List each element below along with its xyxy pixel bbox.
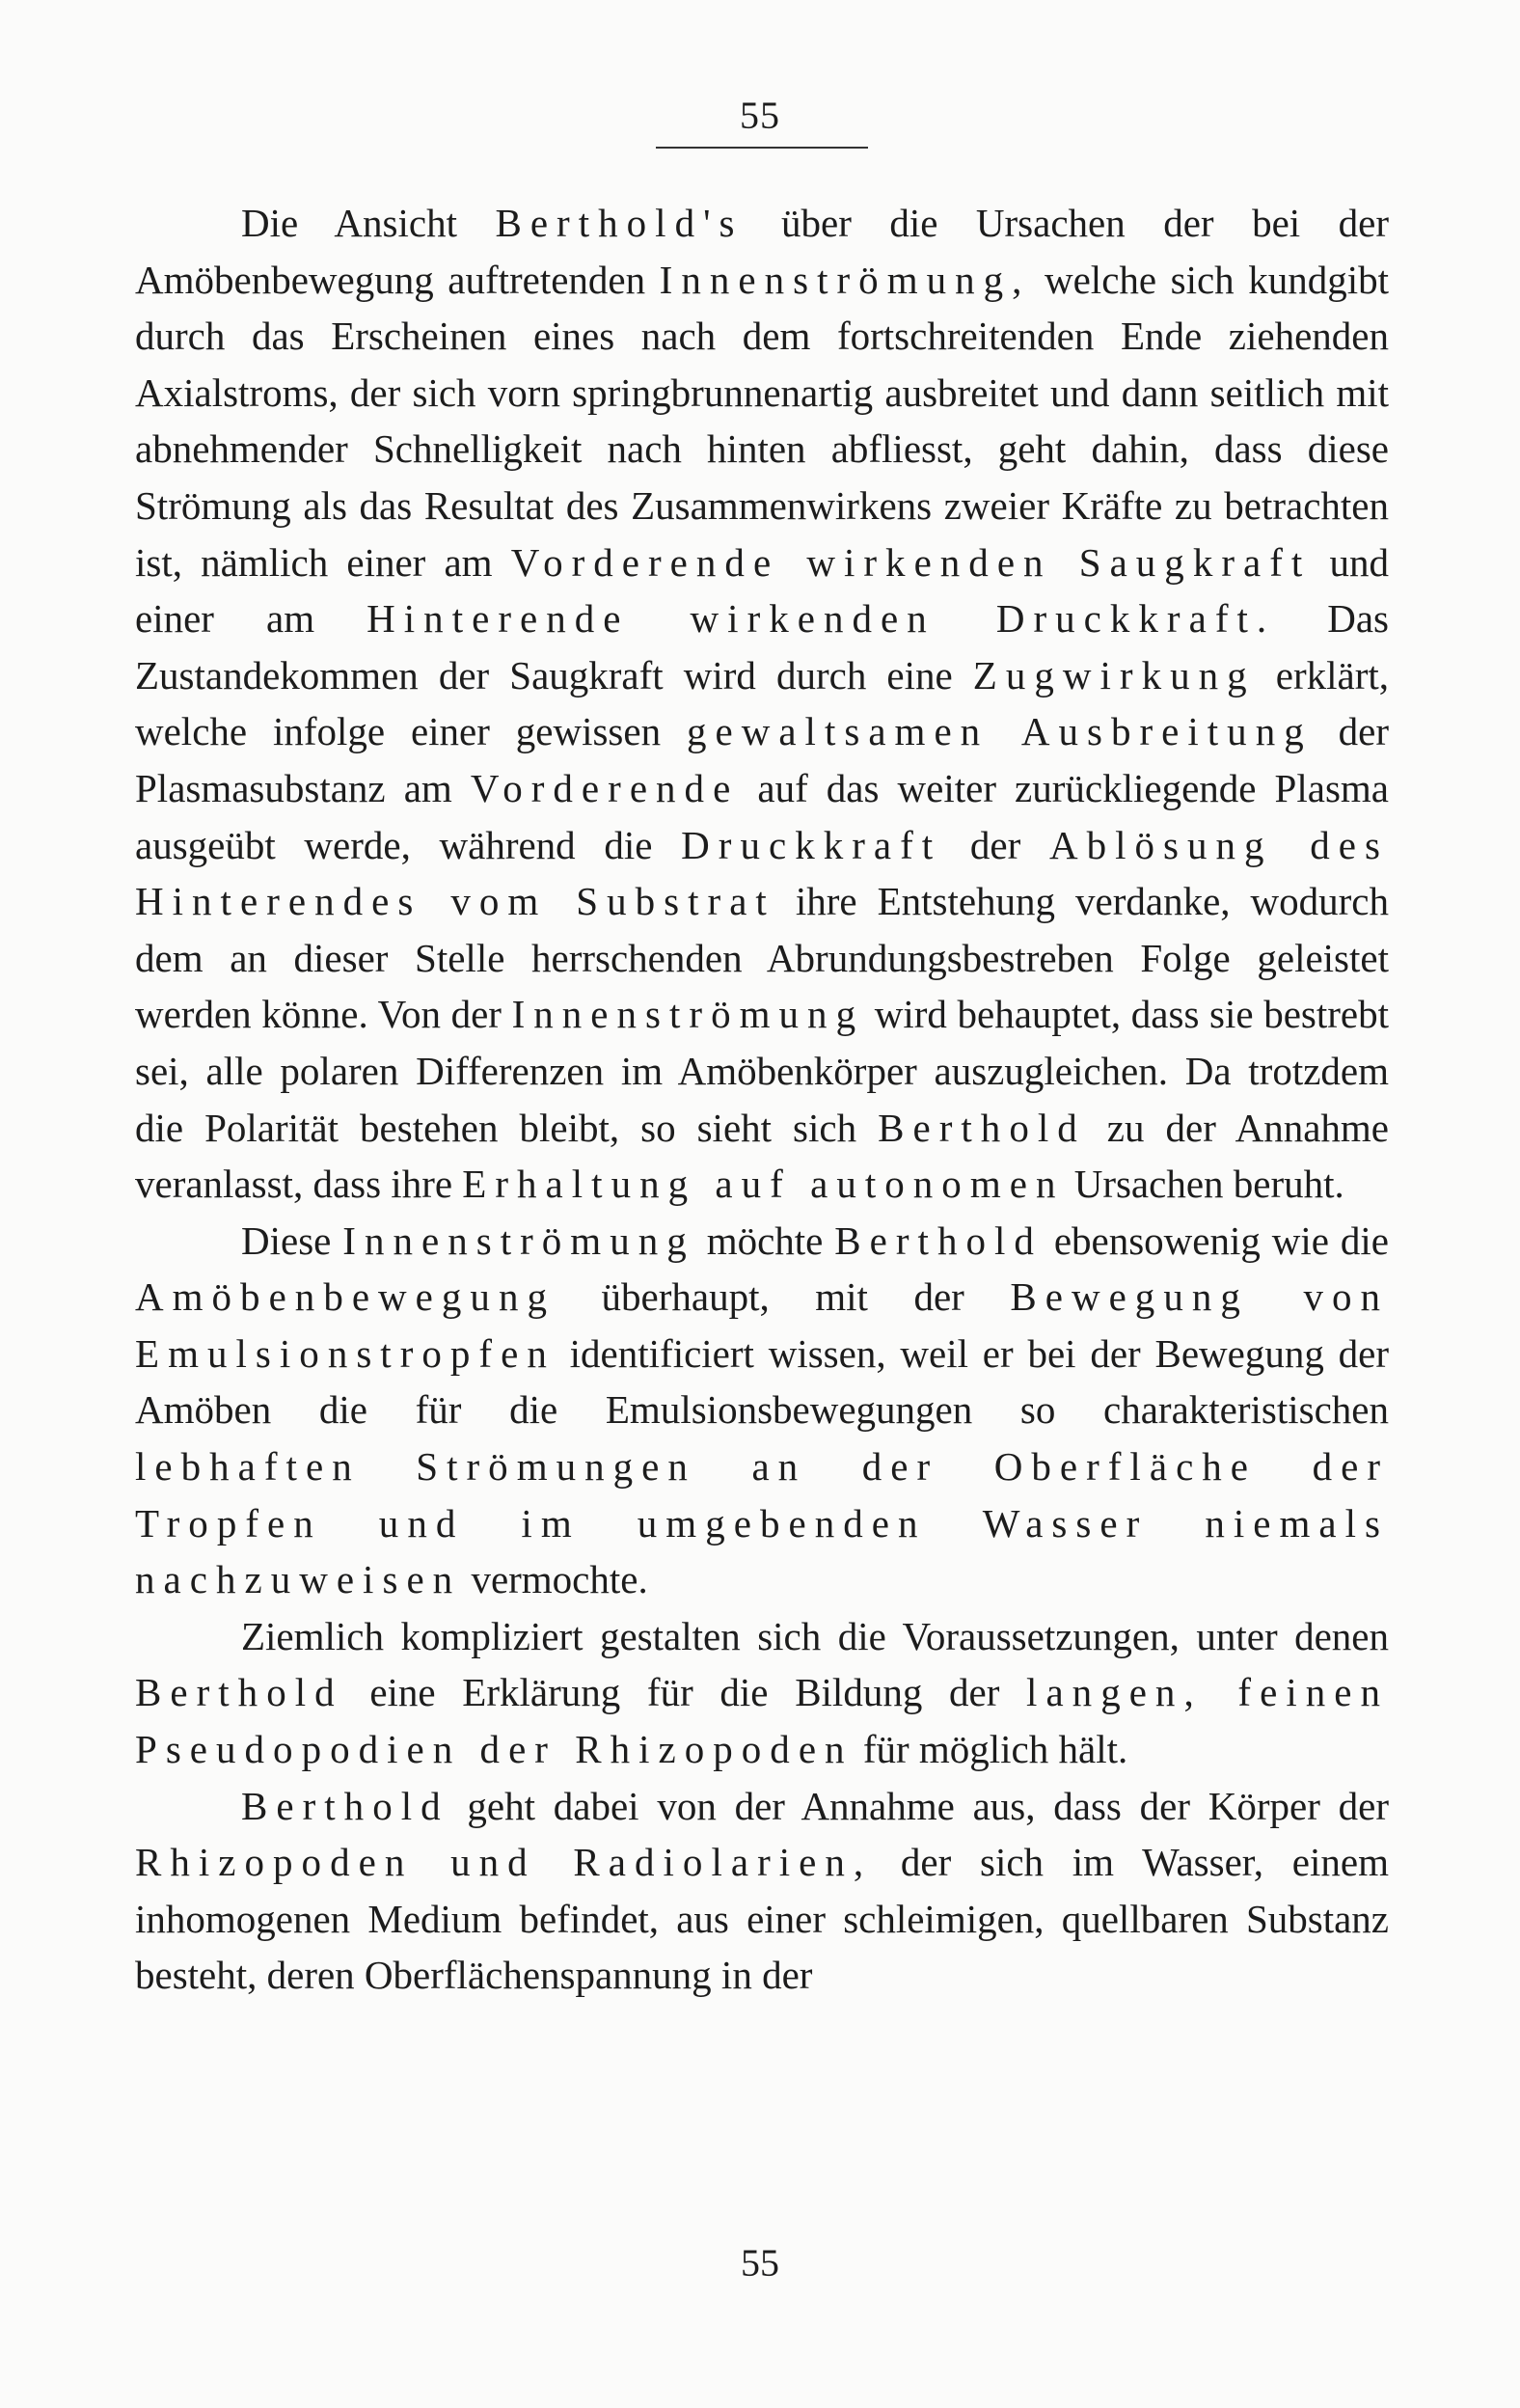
text-run: wird behauptet, dass sie bestrebt sei, alle polaren Differenzen im Amöbenkörper auszugleichen. Da trotzdem die Polarität bestehen bleibt, so sieht sich [135,992,1390,1150]
spaced-emphasis: Innenströmung [342,1218,695,1263]
spaced-emphasis: Berthold [135,1670,343,1715]
paragraph [135,1778,1389,2004]
text-run: der sich im Wasser, einem inhomogenen Medium befindet, aus einer schleimigen, quellbaren Substanz besteht, deren Oberflächenspannung in der [135,1840,1389,1998]
text-run: Diese [241,1218,343,1263]
spaced-emphasis: Druckkraft [681,822,942,867]
text-run: überhaupt, mit der [555,1274,1011,1320]
spaced-emphasis: Ablösung des Hinterendes vom Substrat [135,822,1389,924]
spaced-emphasis: lebhaften Strömungen an der Oberfläche der Tropfen und im umgebenden Wasser niemals nachzuweisen [135,1444,1389,1602]
spaced-emphasis: Berthold [241,1783,449,1828]
page-number-footer: 55 [741,2241,779,2285]
spaced-emphasis: Berthold [834,1218,1043,1263]
text-run: eine Erklärung für die Bildung der [342,1670,1027,1715]
spaced-emphasis: Berthold's [495,201,744,245]
spaced-emphasis: gewaltsamen Ausbreitung [686,709,1313,754]
text-run: und einer am [135,539,1389,642]
text-run: erklärt, welche infolge einer gewissen [135,652,1389,754]
text-run: Ursachen beruht. [1064,1162,1344,1207]
spaced-emphasis: Innenströmung [511,992,865,1037]
spaced-emphasis: langen, feinen Pseudopodien der Rhizopoden [135,1670,1389,1772]
paragraph [135,1213,1389,1608]
paragraph [135,195,1389,1213]
text-run: über die Ursachen der bei der Amöbenbewegung auftretenden [135,201,1389,302]
spaced-emphasis: Vorderende [470,765,740,810]
spaced-emphasis: Berthold [878,1105,1086,1150]
spaced-emphasis: Rhizopoden und Radiolarien, [135,1840,873,1885]
text-run: auf das weiter zurückliegende Plasma ausgeübt werde, während die [135,765,1389,867]
spaced-emphasis: Bewegung von Emulsionstropfen [135,1274,1390,1376]
text-run: möchte [694,1218,835,1263]
text-run: der [941,822,1049,867]
text-run: Das Zustandekommen der Saugkraft wird durch eine [135,596,1390,698]
spaced-emphasis: Vorderende wirkenden Saugkraft [510,539,1312,585]
spaced-emphasis: Zugwirkung [972,652,1256,698]
paragraph [135,1608,1389,1778]
text-run: zu der Annahme veranlasst, dass ihre [135,1105,1389,1207]
text-run: Die Ansicht [241,201,496,245]
text-run: geht dabei von der Annahme aus, dass der Körper der [448,1783,1389,1828]
body-text [135,195,1389,2004]
text-run: Ziemlich kompliziert gestalten sich die Voraussetzungen, unter denen [241,1613,1389,1658]
spaced-emphasis: Innenströmung, [659,257,1031,302]
spaced-emphasis: Amöbenbewegung [135,1274,556,1320]
text-run: ebensowenig wie die [1042,1218,1389,1263]
text-run: der Plasmasubstanz am [135,709,1389,810]
text-run: identificiert wissen, weil er bei der Bewegung der Amöben die für die Emulsionsbewegungen so charakteristischen [135,1330,1389,1433]
header-rule [656,147,868,149]
spaced-emphasis: Hinterende wirkenden Druckkraft. [366,596,1276,642]
page-number-header: 55 [740,94,780,137]
text-run: ihre Entstehung verdanke, wodurch dem an dieser Stelle herrschenden Abrundungsbestreben Folge geleistet werden könne. Von der [135,879,1389,1037]
text-run: welche sich kundgibt durch das Erscheinen eines nach dem fortschreitenden Ende ziehenden Axialstroms, der sich vorn springbrunnenartig ausbreitet und dann seitlich mit abnehmender Schnelligkeit nach hinten abfliesst, geht dahin, dass diese Strömung als das Resultat des Zusammenwirkens zweier Kräfte zu betrachten ist, nämlich einer am [135,257,1389,585]
spaced-emphasis: Erhaltung auf autonomen [462,1162,1065,1207]
text-run: vermochte. [461,1557,648,1602]
text-run: für möglich hält. [853,1727,1128,1772]
